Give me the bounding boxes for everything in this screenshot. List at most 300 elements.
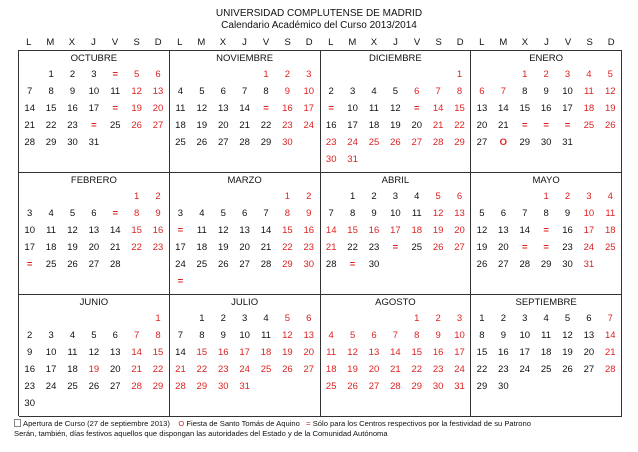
day-cell: 4 <box>414 191 420 202</box>
empty-cell <box>105 188 126 205</box>
empty-cell <box>427 66 448 83</box>
day-cell: 22 <box>131 242 142 253</box>
day-cell: 12 <box>432 208 444 219</box>
month-name: MARZO <box>227 175 262 186</box>
day-cell: 29 <box>45 137 57 148</box>
month-name: DICIEMBRE <box>368 53 422 64</box>
day-cell: 22 <box>260 120 272 131</box>
empty-cell <box>170 188 191 205</box>
day-cell: 30 <box>325 154 337 165</box>
day-cell: 10 <box>88 86 100 97</box>
month-enero <box>471 51 622 173</box>
month-name: ENERO <box>529 53 564 64</box>
day-cell: 14 <box>260 225 272 236</box>
weekday-label: X <box>219 36 227 48</box>
weekday-label: L <box>177 36 183 48</box>
day-cell: 4 <box>328 330 334 341</box>
day-cell: 29 <box>454 137 465 148</box>
empty-cell <box>493 66 514 83</box>
day-cell: 13 <box>454 208 465 219</box>
day-cell: 19 <box>390 120 401 131</box>
day-cell: 7 <box>177 330 184 341</box>
month-agosto <box>321 295 472 417</box>
day-cell: 14 <box>109 225 121 236</box>
day-cell: 21 <box>24 120 35 131</box>
day-cell: 12 <box>347 347 358 358</box>
day-cell: 2 <box>564 191 571 202</box>
weekday-label: J <box>91 36 96 48</box>
day-cell: 6 <box>155 69 161 80</box>
legend-tomas-text: Fiesta de Santo Tomás de Aquino <box>186 419 300 428</box>
day-cell: 8 <box>199 330 205 341</box>
day-cell: 15 <box>411 347 423 358</box>
day-cell: 13 <box>476 103 488 114</box>
day-cell: 25 <box>175 137 186 148</box>
day-cell: 9 <box>155 208 161 219</box>
day-cell: 15 <box>45 103 57 114</box>
day-cell: 19 <box>432 225 444 236</box>
day-cell: 15 <box>131 225 142 236</box>
day-cell: 25 <box>67 381 78 392</box>
day-cell: 30 <box>540 137 552 148</box>
day-cell: 22 <box>152 364 164 375</box>
day-cell: 25 <box>583 120 595 131</box>
empty-cell <box>191 188 212 205</box>
day-cell: 12 <box>562 330 573 341</box>
day-cell: 27 <box>239 259 250 270</box>
empty-cell <box>213 188 234 205</box>
day-cell: 28 <box>239 137 250 148</box>
day-cell: 19 <box>67 242 78 253</box>
day-cell: 9 <box>306 208 312 219</box>
patron-day: = <box>543 225 549 236</box>
day-cell: 11 <box>261 330 271 341</box>
day-cell: 31 <box>88 137 100 148</box>
day-cell: 11 <box>541 330 552 341</box>
day-cell: 5 <box>435 191 441 202</box>
day-cell: 18 <box>605 225 616 236</box>
day-cell: 25 <box>45 259 57 270</box>
day-cell: 18 <box>260 347 272 358</box>
day-cell: 16 <box>303 225 315 236</box>
patron-day: = <box>263 103 269 114</box>
month-days <box>170 66 320 151</box>
day-cell: 11 <box>110 86 121 97</box>
day-cell: 17 <box>519 347 531 358</box>
day-cell: 6 <box>220 86 226 97</box>
day-cell: 19 <box>347 364 358 375</box>
day-cell: 16 <box>24 364 35 375</box>
day-cell: 17 <box>175 242 186 253</box>
month-days <box>19 66 169 151</box>
day-cell: 23 <box>368 242 380 253</box>
day-cell: 8 <box>263 86 269 97</box>
empty-cell <box>342 66 363 83</box>
day-cell: 14 <box>175 347 186 358</box>
day-cell: 13 <box>368 347 380 358</box>
day-cell: 18 <box>368 120 380 131</box>
day-cell: 3 <box>522 313 528 324</box>
weekday-label: V <box>111 36 119 48</box>
day-cell: 13 <box>88 225 100 236</box>
day-cell: 11 <box>196 225 207 236</box>
calendar-grid <box>18 50 622 416</box>
weekday-label: M <box>46 36 55 48</box>
day-cell: 7 <box>328 208 334 219</box>
weekday-label: S <box>133 36 140 48</box>
day-cell: 28 <box>605 364 616 375</box>
day-cell: 9 <box>284 86 291 97</box>
day-cell: 20 <box>454 225 465 236</box>
month-days <box>471 188 621 273</box>
day-cell: 7 <box>27 86 33 97</box>
day-cell: 28 <box>131 381 142 392</box>
day-cell: 23 <box>498 364 509 375</box>
day-cell: 19 <box>131 103 142 114</box>
empty-cell <box>406 66 427 83</box>
month-days <box>321 66 471 168</box>
day-cell: 19 <box>282 347 293 358</box>
month-days <box>321 188 471 273</box>
day-cell: 25 <box>540 364 552 375</box>
day-cell: 6 <box>306 313 312 324</box>
day-cell: 30 <box>368 259 380 270</box>
day-cell: 5 <box>284 313 291 324</box>
day-cell: 8 <box>134 208 140 219</box>
empty-cell <box>170 66 191 83</box>
month-days <box>170 188 320 290</box>
month-name: JULIO <box>231 297 259 308</box>
day-cell: 20 <box>303 347 315 358</box>
day-cell: 9 <box>435 330 441 341</box>
day-cell: 11 <box>46 225 57 236</box>
day-cell: 1 <box>284 191 291 202</box>
month-name: ABRIL <box>381 175 410 186</box>
day-cell: 16 <box>217 347 229 358</box>
empty-cell <box>234 66 255 83</box>
day-cell: 3 <box>349 86 356 97</box>
day-cell: 27 <box>411 137 423 148</box>
day-cell: 27 <box>217 137 229 148</box>
day-cell: 26 <box>390 137 401 148</box>
day-cell: 5 <box>392 86 399 97</box>
day-cell: 14 <box>432 103 444 114</box>
day-cell: 2 <box>69 69 76 80</box>
weekday-label: V <box>413 36 421 48</box>
day-cell: 12 <box>67 225 78 236</box>
day-cell: 15 <box>476 347 488 358</box>
square-icon <box>14 419 21 427</box>
day-cell: 8 <box>414 330 420 341</box>
day-cell: 13 <box>583 330 595 341</box>
day-cell: 9 <box>220 330 226 341</box>
day-cell: 26 <box>67 259 78 270</box>
month-days <box>471 66 621 151</box>
day-cell: 29 <box>519 137 531 148</box>
empty-cell <box>126 310 147 327</box>
day-cell: 13 <box>239 225 250 236</box>
day-cell: 6 <box>500 208 506 219</box>
day-cell: 5 <box>91 330 97 341</box>
weekday-label: S <box>435 36 442 48</box>
patron-day: = <box>521 242 528 253</box>
day-cell: 21 <box>432 120 444 131</box>
weekday-label: D <box>607 36 615 48</box>
day-cell: 12 <box>196 103 208 114</box>
day-cell: 18 <box>67 364 78 375</box>
day-cell: 25 <box>368 137 380 148</box>
weekday-label: M <box>499 36 508 48</box>
day-cell: 14 <box>519 225 531 236</box>
patron-day: = <box>91 120 97 131</box>
day-cell: 11 <box>605 208 616 219</box>
day-cell: 3 <box>27 208 33 219</box>
patron-day: = <box>112 208 119 219</box>
day-cell: 30 <box>562 259 573 270</box>
day-cell: 29 <box>282 259 293 270</box>
day-cell: 16 <box>325 120 337 131</box>
day-cell: 20 <box>476 120 488 131</box>
day-cell: 21 <box>325 242 337 253</box>
day-cell: 5 <box>349 330 356 341</box>
day-cell: 17 <box>239 347 250 358</box>
legend-start-text: Apertura de Curso (27 de septiembre 2013) <box>23 419 170 428</box>
weekday-label: D <box>305 36 313 48</box>
day-cell: 23 <box>24 381 35 392</box>
day-cell: 30 <box>67 137 78 148</box>
day-cell: 1 <box>349 191 356 202</box>
weekday-label: V <box>262 36 270 48</box>
day-cell: 9 <box>564 208 571 219</box>
day-cell: 23 <box>67 120 78 131</box>
day-cell: 6 <box>414 86 420 97</box>
day-cell: 29 <box>152 381 164 392</box>
weekday-label: X <box>370 36 378 48</box>
day-cell: 24 <box>239 364 250 375</box>
month-days <box>19 310 169 412</box>
day-cell: 2 <box>155 191 161 202</box>
day-cell: 10 <box>239 330 250 341</box>
day-cell: 13 <box>498 225 509 236</box>
day-cell: 1 <box>414 313 420 324</box>
day-cell: 26 <box>131 120 142 131</box>
day-cell: 27 <box>152 120 164 131</box>
day-cell: 12 <box>282 330 293 341</box>
day-cell: 18 <box>540 347 552 358</box>
day-cell: 11 <box>369 103 379 114</box>
day-cell: 6 <box>91 208 97 219</box>
month-name: NOVIEMBRE <box>216 53 274 64</box>
day-cell: 26 <box>217 259 229 270</box>
day-cell: 1 <box>479 313 485 324</box>
day-cell: 17 <box>24 242 35 253</box>
day-cell: 16 <box>432 347 444 358</box>
day-cell: 11 <box>175 103 186 114</box>
day-cell: 7 <box>263 208 269 219</box>
day-cell: 1 <box>155 313 161 324</box>
day-cell: 19 <box>562 347 573 358</box>
weekday-header-row <box>18 34 622 50</box>
empty-cell <box>471 66 492 83</box>
day-cell: 19 <box>196 120 208 131</box>
empty-cell <box>83 188 104 205</box>
day-cell: 11 <box>411 208 422 219</box>
day-cell: 31 <box>562 137 573 148</box>
legend-patron-text: Sólo para los Centros respectivos por la festividad de su Patrono <box>312 419 531 428</box>
day-cell: 2 <box>220 313 226 324</box>
month-days <box>471 310 621 395</box>
day-cell: 10 <box>390 208 401 219</box>
day-cell: 14 <box>239 103 250 114</box>
legend-note: Serán, también, días festivos aquellos que dispongan las autoridades del Estado y de la Comunidad Autónoma <box>14 429 388 438</box>
day-cell: 17 <box>583 225 595 236</box>
day-cell: 13 <box>303 330 315 341</box>
day-cell: 17 <box>303 103 315 114</box>
day-cell: 23 <box>303 242 315 253</box>
day-cell: 10 <box>454 330 465 341</box>
day-cell: 27 <box>583 364 595 375</box>
day-cell: 15 <box>519 103 531 114</box>
day-cell: 14 <box>390 347 401 358</box>
day-cell: 1 <box>522 69 528 80</box>
day-cell: 8 <box>456 86 463 97</box>
day-cell: 1 <box>199 313 205 324</box>
university-title: UNIVERSIDAD COMPLUTENSE DE MADRID <box>215 8 423 19</box>
day-cell: 30 <box>217 381 229 392</box>
day-cell: 18 <box>411 225 423 236</box>
day-cell: 28 <box>519 259 531 270</box>
day-cell: 23 <box>562 242 573 253</box>
day-cell: 30 <box>282 137 293 148</box>
patron-day: = <box>349 259 356 270</box>
day-cell: 14 <box>605 330 616 341</box>
day-cell: 16 <box>562 225 573 236</box>
day-cell: 4 <box>199 208 205 219</box>
day-cell: 20 <box>583 347 595 358</box>
day-cell: 24 <box>303 120 315 131</box>
day-cell: 16 <box>368 225 380 236</box>
day-cell: 9 <box>543 86 549 97</box>
day-cell: 10 <box>519 330 531 341</box>
day-cell: 2 <box>306 191 312 202</box>
empty-cell <box>234 188 255 205</box>
empty-cell <box>191 66 212 83</box>
day-cell: 13 <box>152 86 164 97</box>
weekday-label: V <box>564 36 572 48</box>
day-cell: 12 <box>605 86 616 97</box>
day-cell: 10 <box>45 347 57 358</box>
patron-day: = <box>392 242 399 253</box>
day-cell: 26 <box>88 381 100 392</box>
day-cell: 27 <box>368 381 380 392</box>
day-cell: 31 <box>347 154 358 165</box>
day-cell: 14 <box>325 225 337 236</box>
empty-cell <box>321 66 342 83</box>
day-cell: 6 <box>456 191 463 202</box>
empty-cell <box>170 310 191 327</box>
weekday-label: J <box>544 36 549 48</box>
empty-cell <box>321 188 342 205</box>
day-cell: 16 <box>282 103 293 114</box>
day-cell: 4 <box>543 313 549 324</box>
day-cell: 5 <box>69 208 76 219</box>
day-cell: 1 <box>134 191 140 202</box>
month-febrero <box>19 173 170 295</box>
month-octubre <box>19 51 170 173</box>
santo-tomas-day: O <box>499 137 508 148</box>
day-cell: 27 <box>476 137 488 148</box>
day-cell: 22 <box>347 242 358 253</box>
day-cell: 18 <box>45 242 57 253</box>
empty-cell <box>19 310 40 327</box>
day-cell: 8 <box>543 208 549 219</box>
day-cell: 27 <box>88 259 100 270</box>
day-cell: 7 <box>392 330 399 341</box>
patron-day: = <box>328 103 334 114</box>
day-cell: 10 <box>347 103 358 114</box>
weekday-label: L <box>479 36 485 48</box>
day-cell: 4 <box>371 86 377 97</box>
empty-cell <box>19 188 40 205</box>
day-cell: 15 <box>152 347 164 358</box>
day-cell: 26 <box>432 242 444 253</box>
day-cell: 30 <box>432 381 444 392</box>
day-cell: 7 <box>134 330 140 341</box>
patron-day: = <box>112 69 119 80</box>
weekday-label: S <box>284 36 291 48</box>
day-cell: 28 <box>390 381 401 392</box>
day-cell: 15 <box>282 225 293 236</box>
month-septiembre <box>471 295 622 417</box>
day-cell: 20 <box>88 242 100 253</box>
day-cell: 7 <box>607 313 613 324</box>
tomas-symbol: O <box>178 419 185 428</box>
day-cell: 26 <box>347 381 358 392</box>
month-days <box>170 310 320 395</box>
day-cell: 13 <box>109 347 121 358</box>
day-cell: 21 <box>605 347 616 358</box>
day-cell: 26 <box>282 364 293 375</box>
day-cell: 21 <box>109 242 121 253</box>
day-cell: 28 <box>260 259 272 270</box>
day-cell: 28 <box>325 259 337 270</box>
month-abril <box>321 173 472 295</box>
day-cell: 4 <box>48 208 54 219</box>
weekday-label: J <box>393 36 398 48</box>
day-cell: 17 <box>45 364 57 375</box>
empty-cell <box>40 188 61 205</box>
day-cell: 17 <box>562 103 573 114</box>
month-days <box>321 310 471 395</box>
day-cell: 8 <box>155 330 161 341</box>
day-cell: 24 <box>45 381 57 392</box>
month-name: JUNIO <box>79 297 109 308</box>
day-cell: 22 <box>454 120 465 131</box>
day-cell: 19 <box>88 364 100 375</box>
day-cell: 29 <box>476 381 488 392</box>
patron-day: = <box>543 120 549 131</box>
day-cell: 21 <box>131 364 142 375</box>
day-cell: 19 <box>217 242 229 253</box>
day-cell: 1 <box>48 69 54 80</box>
day-cell: 27 <box>454 242 465 253</box>
day-cell: 12 <box>88 347 100 358</box>
day-cell: 24 <box>454 364 465 375</box>
patron-day: = <box>564 120 571 131</box>
day-cell: 3 <box>392 191 399 202</box>
patron-day: = <box>177 225 184 236</box>
empty-cell <box>514 188 535 205</box>
